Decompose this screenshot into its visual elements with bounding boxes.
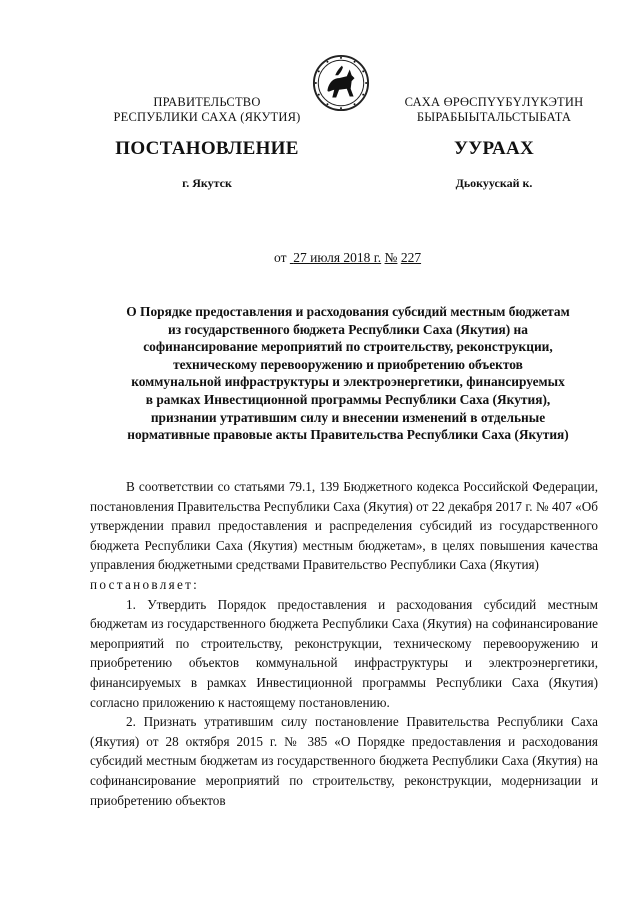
heading-line: в рамках Инвестиционной программы Республики Саха (Якутия), <box>145 391 551 407</box>
resolves-word: постановляет: <box>90 576 200 592</box>
heading-line: признании утратившим силу и внесении изменений в отдельные <box>150 409 546 425</box>
coat-of-arms-icon <box>312 54 370 112</box>
government-name-yakut-line2: БЫРАБЫЫТАЛЬСТЫБАТА <box>416 110 572 124</box>
document-type-russian: ПОСТАНОВЛЕНИЕ <box>115 138 299 159</box>
preamble-paragraph: В соответствии со статьями 79.1, 139 Бюджетного кодекса Российской Федерации, постановления Правительства Республики Саха (Якутия) от 22 декабря 2017 г. № 407 «Об утверждении правил предоставления и распределения субсидий из государственного бюджета Республики Саха (Якутия) местным бюджетам», в целях повышения качества управления бюджетными средствами Правительство Республики Саха (Якутия) <box>90 479 598 573</box>
heading-line: техническому перевооружению и приобретению объектов <box>173 356 523 372</box>
document-date-number <box>274 250 421 266</box>
heading-line: нормативные правовые акты Правительства Республики Саха (Якутия) <box>127 427 569 443</box>
document-date: 27 июля 2018 г. <box>293 250 382 265</box>
heading-line: софинансирование мероприятий по строительству, реконструкции, <box>143 339 553 355</box>
document-type-yakut: УУРААХ <box>453 138 535 159</box>
government-name-yakut-line1: САХА ӨРӨСПҮҮБҮЛҮКЭТИН <box>404 95 584 109</box>
document-body <box>90 477 598 810</box>
government-name-russian <box>103 95 311 125</box>
city-russian: г. Якутск <box>182 176 232 190</box>
document-heading <box>92 303 604 444</box>
government-name-yakut <box>378 95 610 125</box>
city-yakut: Дьокуускай к. <box>455 176 533 190</box>
item-2-paragraph: 2. Признать утратившим силу постановление Правительства Республики Саха (Якутия) от 28 октября 2015 г. № 385 «О Порядке предоставления и расходования субсидий местным бюджетам из государственного бюджета Республики Саха (Якутия) на софинансирование мероприятий по строительству, реконструкции, модернизации и приобретению объектов <box>90 714 598 808</box>
document-number: 227 <box>400 250 422 265</box>
date-prefix: от <box>274 250 287 265</box>
heading-line: коммунальной инфраструктуры и электроэнергетики, финансируемых <box>131 374 565 390</box>
item-1-paragraph: 1. Утвердить Порядок предоставления и расходования субсидий местным бюджетам из государственного бюджета Республики Саха (Якутия) на софинансирование мероприятий по строительству, реконструкции, техническому перевооружению и приобретению объектов коммунальной инфраструктуры и электроэнергетики, финансируемых в рамках Инвестиционной программы Республики Саха (Якутия) согласно приложению к настоящему постановлению. <box>90 596 598 710</box>
document-number-label: № <box>384 250 398 265</box>
government-name-line1: ПРАВИТЕЛЬСТВО <box>153 95 261 109</box>
heading-line: О Порядке предоставления и расходования субсидий местным бюджетам <box>126 304 570 319</box>
heading-line: из государственного бюджета Республики Саха (Якутия) на <box>168 321 528 337</box>
government-name-line2: РЕСПУБЛИКИ САХА (ЯКУТИЯ) <box>113 110 301 124</box>
